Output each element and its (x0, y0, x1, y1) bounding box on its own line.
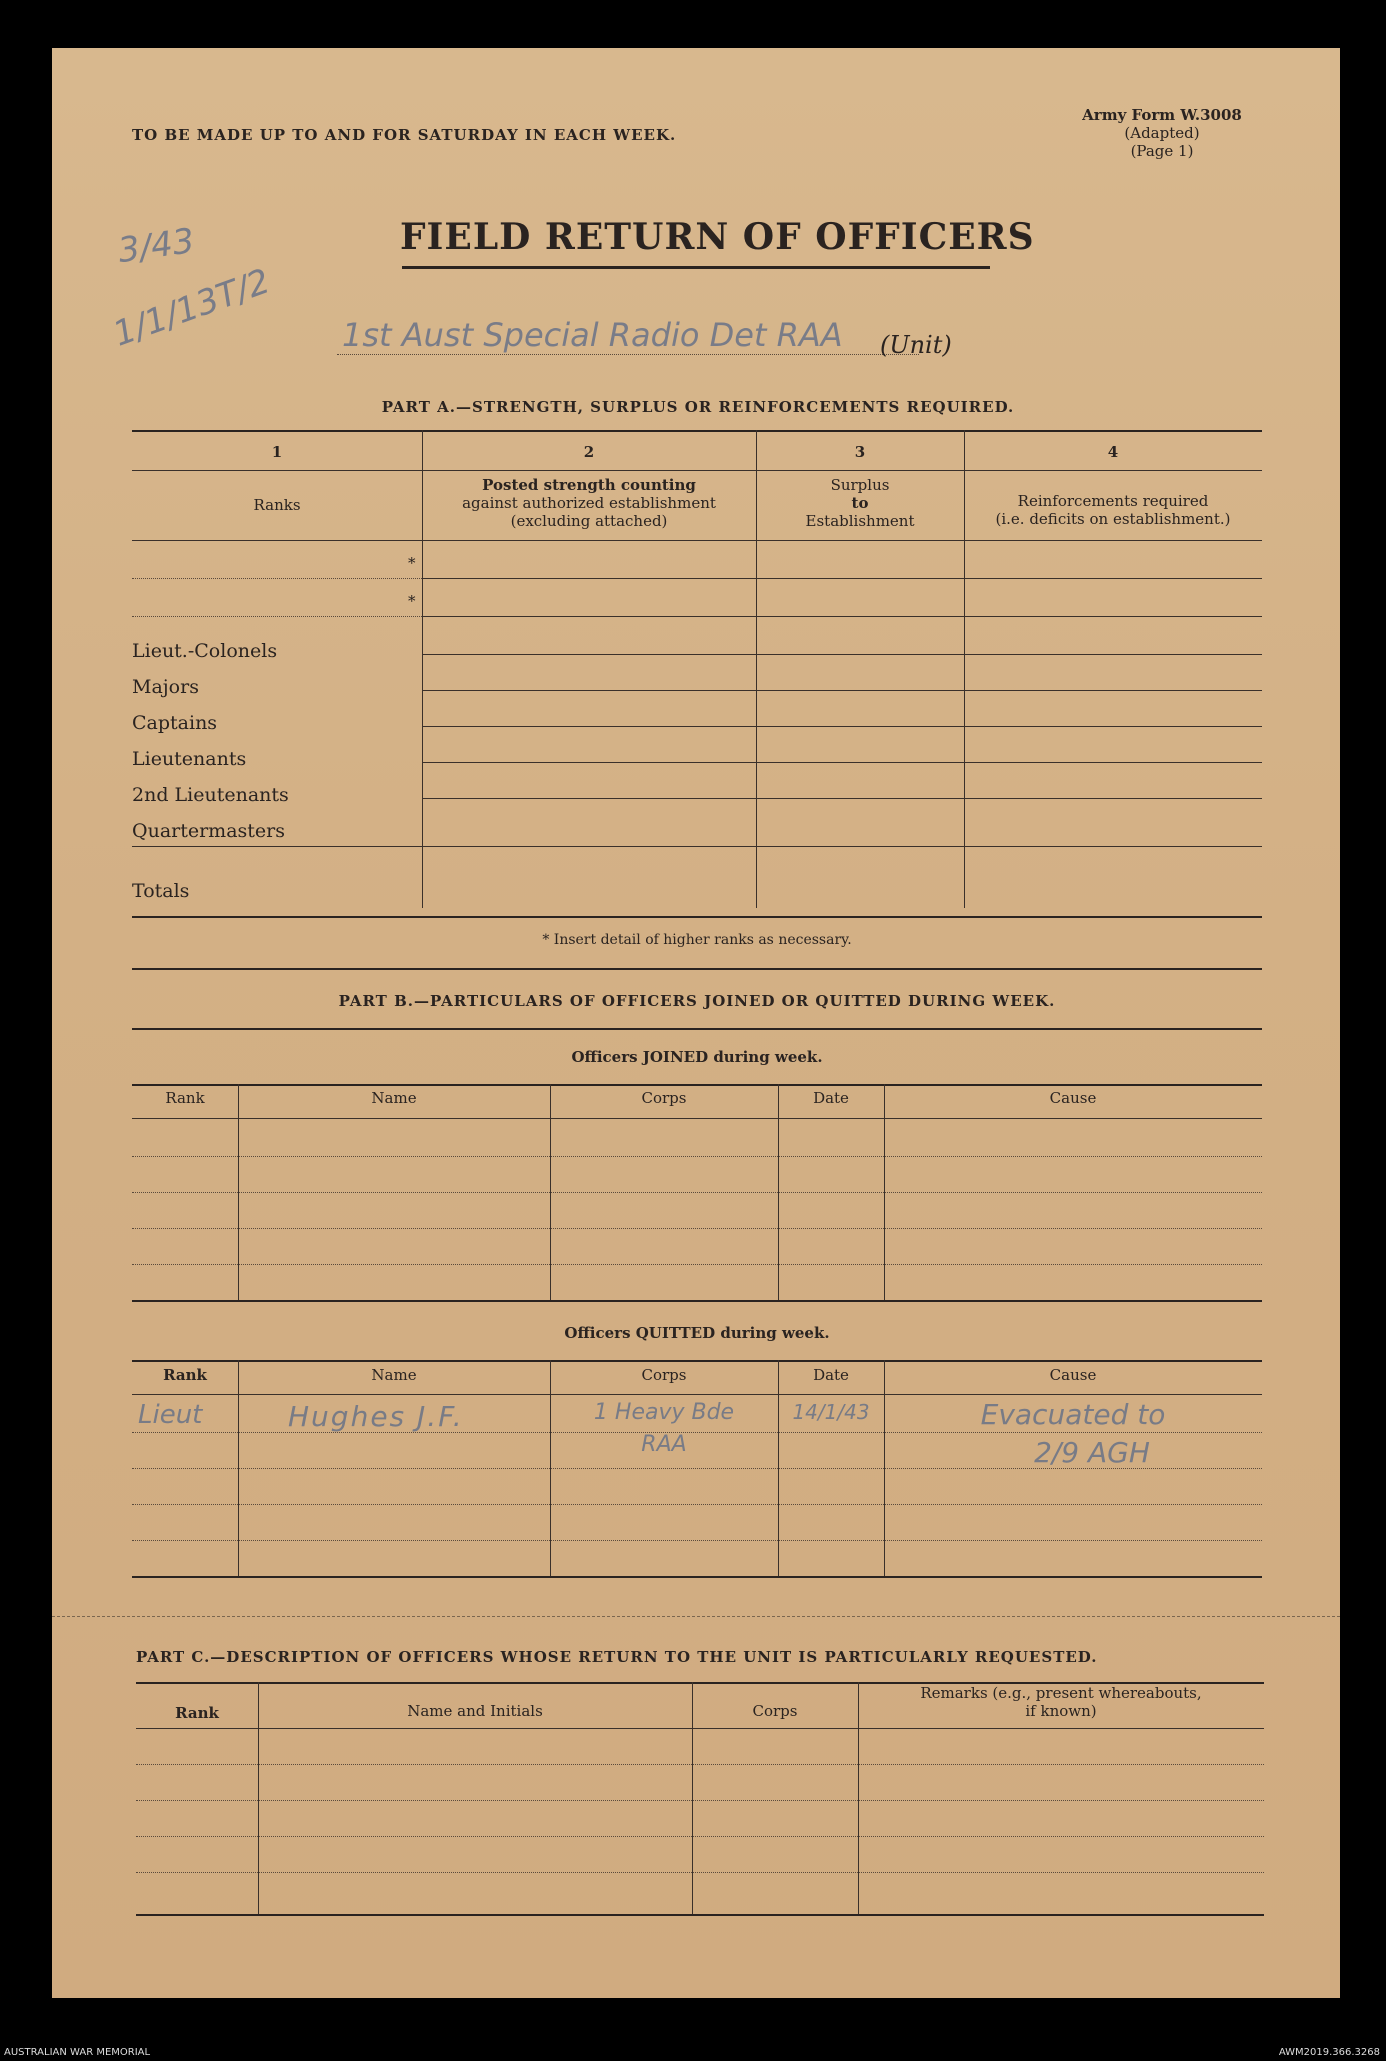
ranks-header: Ranks (253, 496, 301, 514)
quitted-col-name: Name (371, 1366, 417, 1384)
totals-label: Totals (132, 880, 190, 902)
margin-note-1: 3/43 (115, 220, 197, 272)
surplus-header (756, 476, 964, 530)
quitted-col-corps: Corps (641, 1366, 687, 1384)
page-title: FIELD RETURN OF OFFICERS (400, 216, 1035, 258)
col-number-1: 1 (271, 443, 283, 461)
quitted-cause-value-2: 2/9 AGH (1034, 1436, 1150, 1469)
title-underline (402, 266, 990, 269)
posted-header-line-1: Posted strength counting (482, 476, 696, 494)
quitted-corps-value-2: RAA (641, 1432, 687, 1457)
quitted-rank-value: Lieut (138, 1400, 203, 1430)
quitted-date-value: 14/1/43 (792, 1400, 870, 1424)
part-a-footnote: * Insert detail of higher ranks as necessary. (542, 932, 852, 948)
star-row-1-marker: * (408, 554, 416, 572)
quitted-cause-value-1: Evacuated to (980, 1398, 1166, 1431)
surplus-header-line-1: Surplus (830, 476, 890, 494)
part-c-col-remarks (858, 1684, 1264, 1720)
col-number-3: 3 (854, 443, 866, 461)
star-row-2-marker: * (408, 592, 416, 610)
col-number-4: 4 (1107, 443, 1119, 461)
instruction-text: TO BE MADE UP TO AND FOR SATURDAY IN EACH WEEK. (132, 126, 677, 144)
posted-header-line-3: (excluding attached) (510, 512, 668, 530)
part-c-heading: PART C.—DESCRIPTION OF OFFICERS WHOSE RETURN TO THE UNIT IS PARTICULARLY REQUESTED. (136, 1648, 1098, 1666)
form-page-number: (Page 1) (1130, 142, 1194, 160)
part-a-heading: PART A.—STRENGTH, SURPLUS OR REINFORCEMENTS REQUIRED. (381, 398, 1015, 416)
joined-col-name: Name (371, 1089, 417, 1107)
part-c-col-name: Name and Initials (407, 1702, 543, 1720)
posted-header-line-2: against authorized establishment (462, 494, 716, 512)
reinforcements-header (964, 492, 1262, 528)
quitted-corps-value-1: 1 Heavy Bde (593, 1400, 735, 1425)
footer-left-credit: AUSTRALIAN WAR MEMORIAL (4, 2047, 151, 2058)
form-adapted: (Adapted) (1124, 124, 1200, 142)
quitted-col-date: Date (813, 1366, 849, 1384)
reinf-header-line-1: Reinforcements required (1017, 492, 1209, 510)
joined-col-cause: Cause (1049, 1089, 1097, 1107)
unit-label: (Unit) (880, 331, 952, 359)
posted-strength-header (422, 476, 756, 530)
rank-captains: Captains (132, 712, 218, 734)
quitted-col-cause: Cause (1049, 1366, 1097, 1384)
part-b-heading: PART B.—PARTICULARS OF OFFICERS JOINED OR QUITTED DURING WEEK. (338, 992, 1056, 1010)
quitted-name-value: Hughes J.F. (288, 1400, 464, 1433)
rank-lieut-colonels: Lieut.-Colonels (132, 640, 278, 662)
surplus-header-line-3: Establishment (805, 512, 915, 530)
unit-line (337, 354, 919, 355)
rank-majors: Majors (132, 676, 199, 698)
footer-right-accession: AWM2019.366.3268 (1278, 2047, 1380, 2058)
form-page (52, 48, 1340, 1998)
joined-col-corps: Corps (641, 1089, 687, 1107)
unit-value: 1st Aust Special Radio Det RAA (342, 316, 843, 354)
rank-quartermasters: Quartermasters (132, 820, 285, 842)
quitted-col-rank: Rank (163, 1366, 207, 1384)
surplus-header-line-2: to (851, 494, 869, 512)
part-c-col-corps: Corps (752, 1702, 798, 1720)
fold-line (52, 1616, 1340, 1617)
joined-title: Officers JOINED during week. (571, 1048, 823, 1066)
remarks-header-line-1: Remarks (e.g., present whereabouts, (920, 1684, 1202, 1702)
quitted-title: Officers QUITTED during week. (564, 1324, 830, 1342)
joined-col-rank: Rank (165, 1089, 205, 1107)
col-number-2: 2 (583, 443, 595, 461)
rank-2nd-lieutenants: 2nd Lieutenants (132, 784, 289, 806)
form-reference (1062, 106, 1262, 160)
part-c-col-rank: Rank (175, 1704, 219, 1722)
margin-note-2: 1/1/13T/2 (108, 261, 276, 355)
form-id: Army Form W.3008 (1082, 106, 1242, 124)
rank-lieutenants: Lieutenants (132, 748, 247, 770)
remarks-header-line-2: if known) (1025, 1702, 1097, 1720)
joined-col-date: Date (813, 1089, 849, 1107)
reinf-header-line-2: (i.e. deficits on establishment.) (995, 510, 1231, 528)
